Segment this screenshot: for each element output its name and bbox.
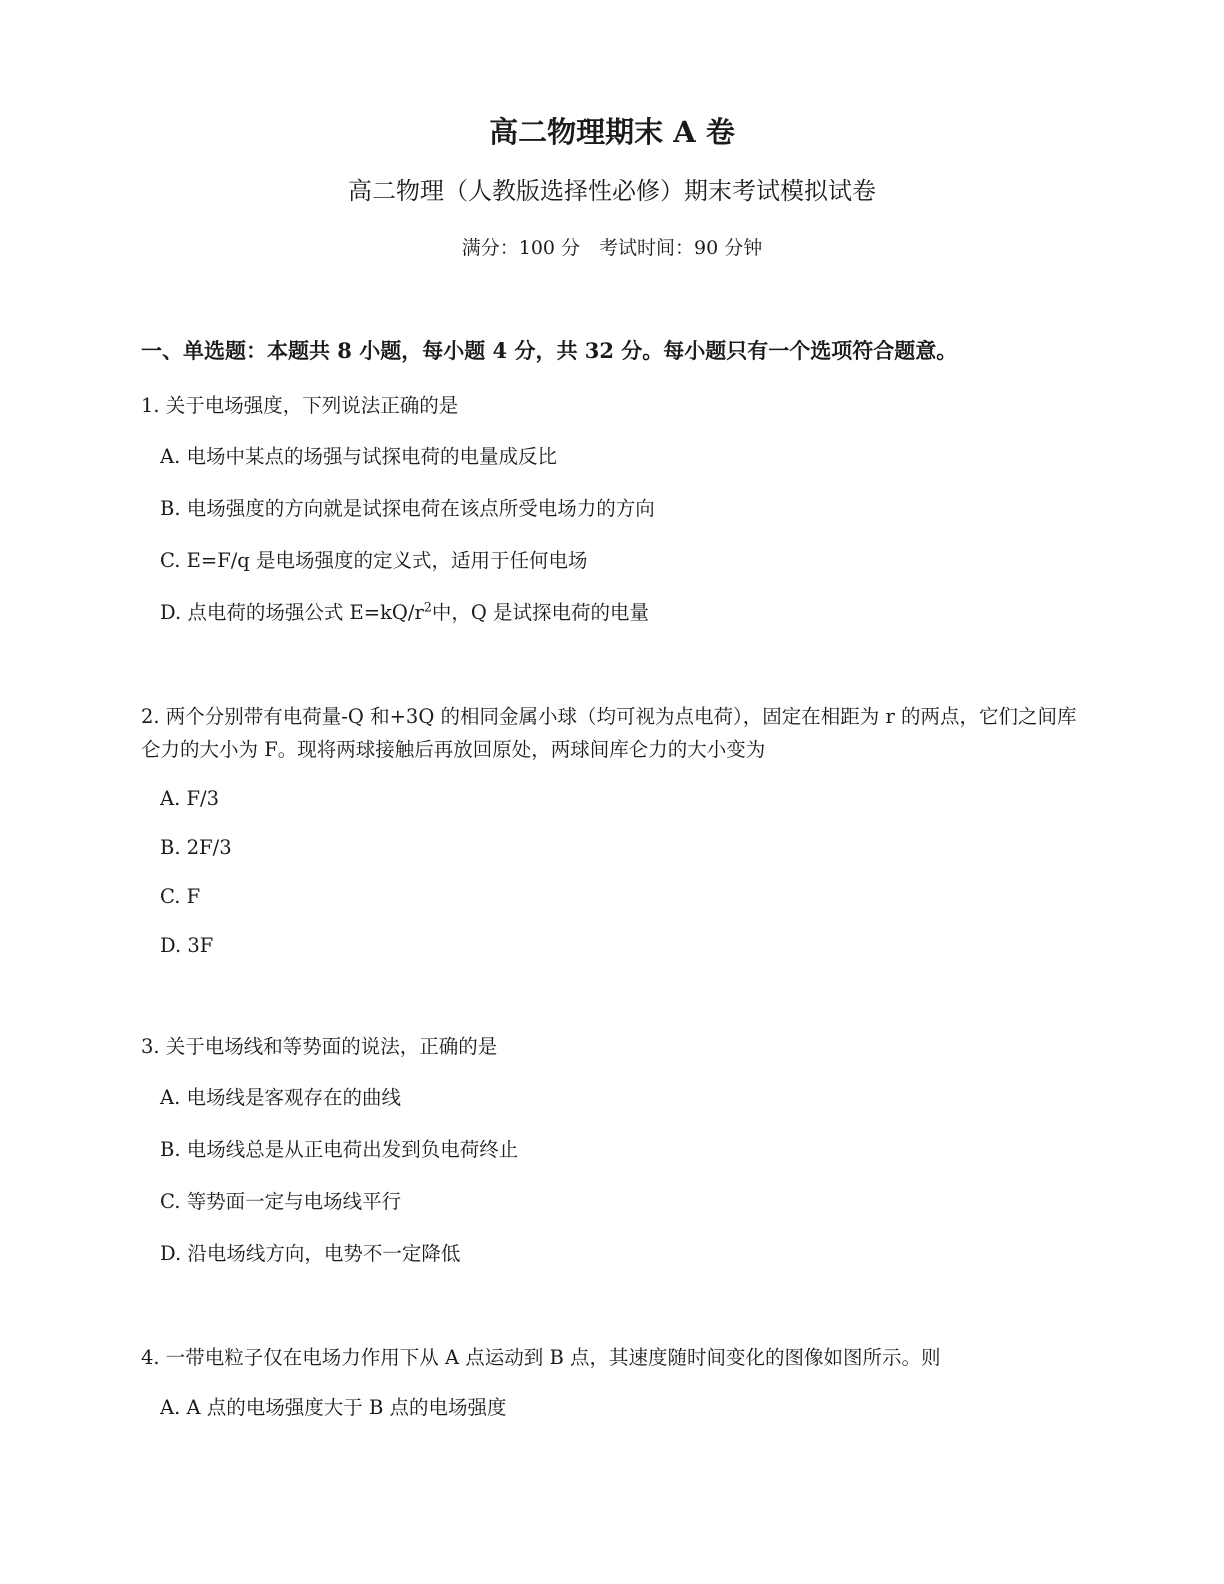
question-3-stem: 3. 关于电场线和等势面的说法，正确的是 [141,1035,498,1058]
question-1-stem: 1. 关于电场强度，下列说法正确的是 [141,394,459,417]
question-3-option-a: A. 电场线是客观存在的曲线 [160,1086,401,1109]
question-1-option-b: B. 电场强度的方向就是试探电荷在该点所受电场力的方向 [160,497,655,520]
page-title: 高二物理期末 A 卷 [489,115,735,149]
question-2-option-a: A. F/3 [160,787,219,810]
question-2-option-c: C. F [160,885,201,908]
question-2-option-d: D. 3F [160,934,214,957]
question-2-stem: 2. 两个分别带有电荷量-Q 和+3Q 的相同金属小球（均可视为点电荷），固定在相距为 r 的两点，它们之间库仑力的大小为 F。现将两球接触后再放回原处，两球间库仑力的大小变为 [141,705,1077,761]
section-heading: 一、单选题：本题共 8 小题，每小题 4 分，共 32 分。每小题只有一个选项符合题意。 [141,338,958,363]
question-3-option-d: D. 沿电场线方向，电势不一定降低 [160,1242,461,1265]
question-1-option-c: C. E=F/q 是电场强度的定义式，适用于任何电场 [160,549,588,572]
page-subtitle: 高二物理（人教版选择性必修）期末考试模拟试卷 [348,177,876,205]
superscript-exponent: 2 [423,599,432,615]
exam-meta: 满分：100 分 考试时间：90 分钟 [461,237,763,259]
question-4-stem: 4. 一带电粒子仅在电场力作用下从 A 点运动到 B 点，其速度随时间变化的图像如图所示。则 [141,1346,941,1369]
question-4-option-a: A. A 点的电场强度大于 B 点的电场强度 [160,1396,507,1419]
question-1-option-a: A. 电场中某点的场强与试探电荷的电量成反比 [160,445,557,468]
question-2-option-b: B. 2F/3 [160,836,232,859]
question-3-option-b: B. 电场线总是从正电荷出发到负电荷终止 [160,1138,519,1161]
option-d-text-pre: D. 点电荷的场强公式 E=kQ/r [160,601,424,624]
question-1-option-d [160,598,649,628]
question-3-option-c: C. 等势面一定与电场线平行 [160,1190,402,1213]
option-d-text-post: 中，Q 是试探电荷的电量 [431,601,650,624]
